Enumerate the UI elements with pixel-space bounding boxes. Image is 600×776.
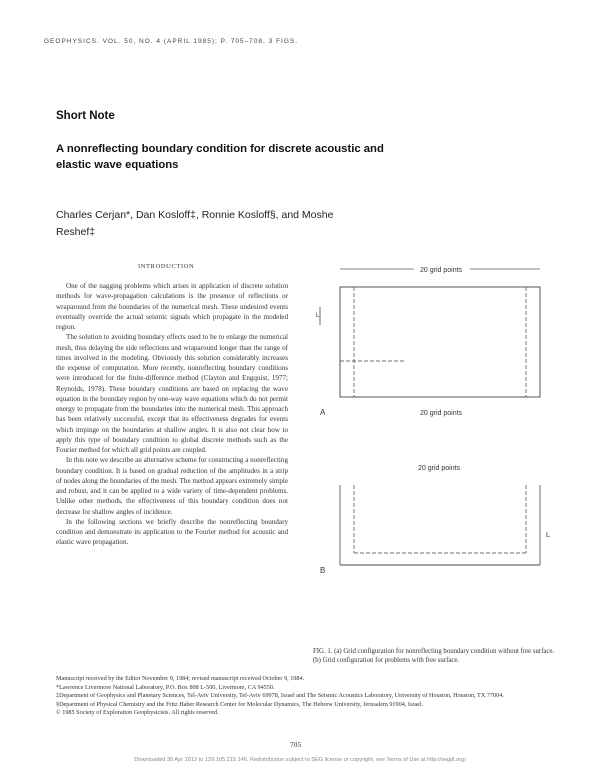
- panel-a-outer-boundary: [340, 287, 540, 397]
- panel-a-side-label: L: [316, 313, 320, 319]
- panel-b-letter: B: [320, 566, 326, 575]
- figure-caption: FIG. 1. (a) Grid configuration for nonreflecting boundary condition without free surface. (b) Grid configuration for problems with free surface.: [313, 648, 555, 664]
- page-number: 705: [290, 740, 302, 749]
- figure-panel-a: [316, 267, 540, 417]
- intro-paragraph-2: The solution to avoiding boundary effects used to be to enlarge the numerical mesh, thus delaying the side reflections and wraparound longer than the range of times involved in the modeling. Obviously this solution considerably increases the expense of computation. More recently, nonreflecting boundary conditions were introduced for the finite-difference method (Clayton and Engquist, 1977; Reynolds, 1978). These boundary conditions are based on replacing the wave equation in the boundary region by one-way wave equations which do not permit energy to propagate from the boundaries into the numerical mesh. This approach has been relatively successful, except that its effectiveness degrades for events which impinge on the boundaries at shallow angles. It is also not clear how to apply this type of boundary condition to global discrete methods such as the Fourier method for which all grid points are coupled.: [56, 333, 288, 454]
- footnote-affiliation-3: §Department of Physical Chemistry and the Fritz Haber Research Center for Molecular Dynamics, The Hebrew University, Jerusalem 91904, Israel.: [56, 700, 424, 708]
- panel-b-side-label: L: [546, 532, 550, 539]
- panel-b-top-label: 20 grid points: [418, 465, 461, 472]
- figure-panel-b: [320, 465, 550, 575]
- footnotes: [56, 675, 561, 718]
- paper-title: A nonreflecting boundary condition for discrete acoustic and elastic wave equations: [56, 143, 384, 171]
- intro-body: [56, 281, 288, 548]
- intro-heading: INTRODUCTION: [138, 263, 195, 270]
- panel-a-top-label: 20 grid points: [420, 267, 463, 274]
- author-list: Charles Cerjan*, Dan Kosloff‡, Ronnie Kosloff§, and Moshe Reshef‡: [56, 209, 334, 238]
- footnote-affiliation-2: ‡Department of Geophysics and Planetary Sciences, Tel-Aviv University, Tel-Aviv 69978, Israel and The Seismic Acoustics Laboratory, University of Houston, Houston, TX 77004.: [56, 692, 504, 700]
- download-notice: Downloaded 30 Apr 2012 to 129.105.215.146. Redistribution subject to SEG license or copyright; see Terms of Use at http://segdl.org/: [134, 757, 466, 763]
- panel-a-letter: A: [320, 408, 326, 417]
- intro-paragraph-1: One of the nagging problems which arises in application of discrete solution methods for wave-propagation calculations is the presence of reflections or wraparound from the boundaries of the numerical mesh. These undesired events eventually override the actual seismic signals which propagate in the modeled region.: [56, 282, 288, 331]
- figure-1-grid-diagram: [310, 255, 570, 645]
- journal-header: GEOPHYSICS. VOL. 50, NO. 4 (APRIL 1985); P. 705–708, 3 FIGS.: [44, 38, 299, 45]
- section-label: Short Note: [56, 110, 115, 122]
- intro-paragraph-3: In this note we describe an alternative scheme for constructing a nonreflecting boundary condition. It is based on gradual reduction of the amplitudes in a strip of nodes along the boundaries of the mesh. The method appears extremely simple and robust, and it can be applied to a wide variety of time-dependent problems. Unlike other methods, the effectiveness of this boundary condition does not decrease for shallow angles of incidence.: [56, 456, 288, 516]
- footnote-received: Manuscript received by the Editor November 9, 1984; revised manuscript received October 9, 1984.: [56, 675, 305, 682]
- panel-a-bottom-label: 20 grid points: [420, 410, 463, 417]
- footnote-copyright: © 1985 Society of Exploration Geophysicists. All rights reserved.: [56, 709, 219, 717]
- intro-paragraph-4: In the following sections we briefly describe the nonreflecting boundary condition and demonstrate its application to the Fourier method for acoustic and elastic wave propagation.: [56, 517, 288, 547]
- footnote-affiliation-1: *Lawrence Livermore National Laboratory, P.O. Box 808 L-500, Livermore, CA 94550.: [56, 683, 275, 691]
